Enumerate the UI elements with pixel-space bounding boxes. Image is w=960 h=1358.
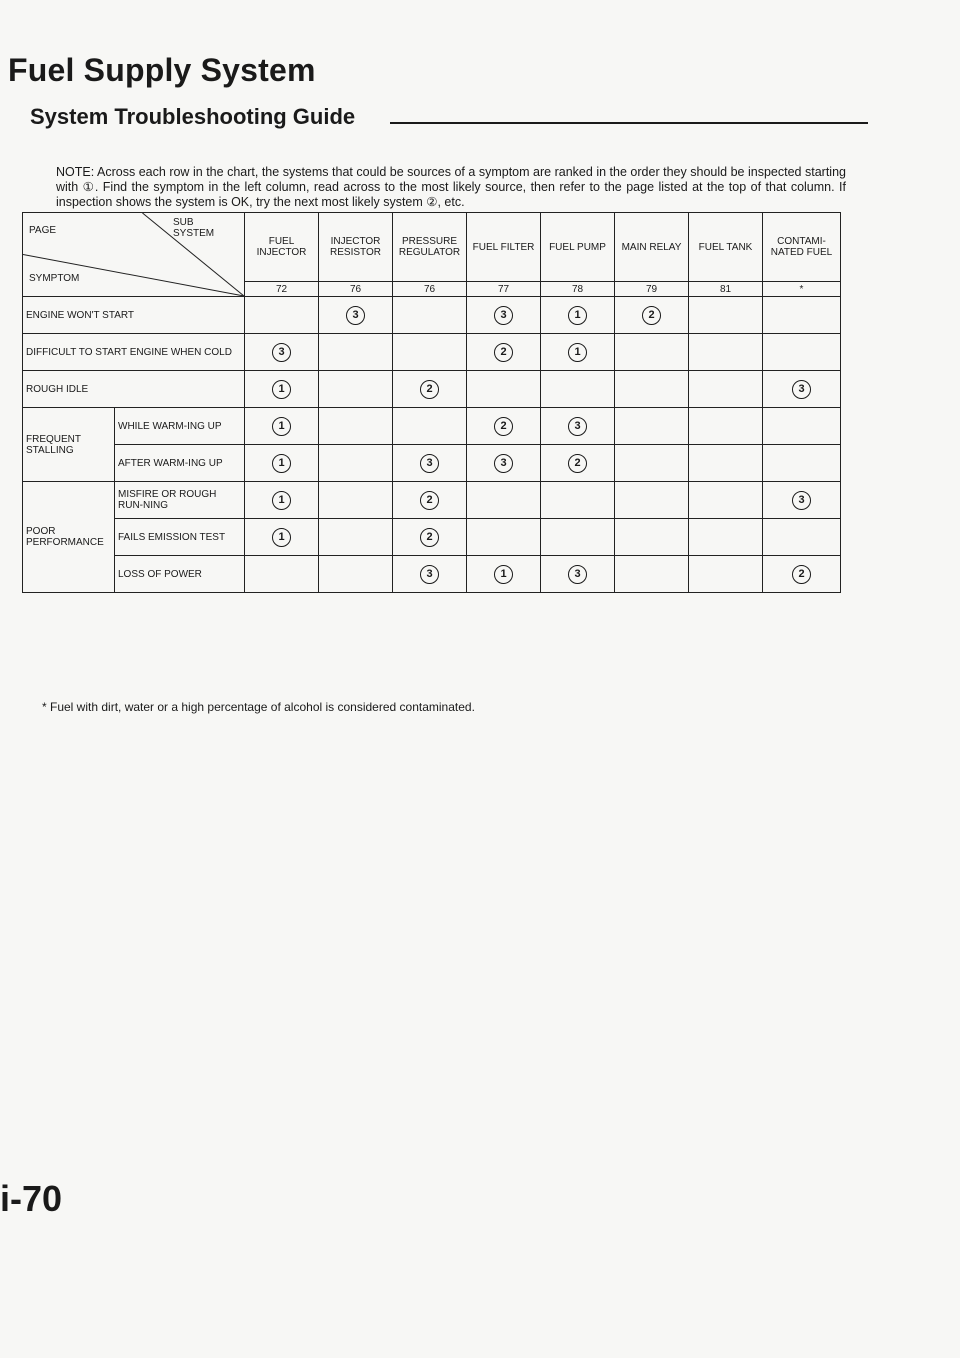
rank-badge: 1 xyxy=(568,306,587,325)
rank-cell xyxy=(393,408,467,445)
symptom-condition: LOSS OF POWER xyxy=(115,556,245,593)
column-page: 78 xyxy=(541,282,615,297)
rank-cell xyxy=(467,482,541,519)
rank-cell xyxy=(689,556,763,593)
rank-cell xyxy=(689,371,763,408)
rank-cell xyxy=(467,408,541,445)
symptom-condition: FAILS EMISSION TEST xyxy=(115,519,245,556)
symptom-condition: AFTER WARM-ING UP xyxy=(115,445,245,482)
rank-cell xyxy=(319,445,393,482)
rank-cell xyxy=(467,556,541,593)
rank-cell xyxy=(393,556,467,593)
section-title: System Troubleshooting Guide xyxy=(30,104,356,129)
column-page: 79 xyxy=(615,282,689,297)
column-page: 76 xyxy=(319,282,393,297)
rank-cell xyxy=(541,334,615,371)
rank-cell xyxy=(541,482,615,519)
rank-cell xyxy=(689,408,763,445)
column-header: CONTAMI-NATED FUEL xyxy=(763,213,841,282)
symptom-label: ROUGH IDLE xyxy=(23,371,245,408)
rank-cell xyxy=(319,408,393,445)
rank-cell xyxy=(689,334,763,371)
column-header: INJECTOR RESISTOR xyxy=(319,213,393,282)
rank-cell xyxy=(615,482,689,519)
troubleshooting-chart xyxy=(22,212,841,593)
column-header: FUEL TANK xyxy=(689,213,763,282)
symptom-group: POOR PERFORMANCE xyxy=(23,482,115,593)
rank-badge: 2 xyxy=(642,306,661,325)
rank-badge: 3 xyxy=(792,380,811,399)
rank-cell xyxy=(541,371,615,408)
rank-cell xyxy=(689,482,763,519)
rank-cell xyxy=(393,297,467,334)
rank-badge: 3 xyxy=(494,306,513,325)
rank-badge: 2 xyxy=(568,454,587,473)
rank-cell xyxy=(763,519,841,556)
rank-badge: 2 xyxy=(792,565,811,584)
column-header: MAIN RELAY xyxy=(615,213,689,282)
rank-cell xyxy=(467,334,541,371)
rank-cell xyxy=(245,482,319,519)
rank-badge: 3 xyxy=(420,565,439,584)
rank-badge: 3 xyxy=(792,491,811,510)
rank-cell xyxy=(763,408,841,445)
rank-cell xyxy=(245,556,319,593)
section-heading xyxy=(30,104,870,134)
page-label: PAGE xyxy=(29,225,57,236)
symptom-condition: WHILE WARM-ING UP xyxy=(115,408,245,445)
column-header: FUEL FILTER xyxy=(467,213,541,282)
rank-cell xyxy=(541,408,615,445)
symptom-condition: MISFIRE OR ROUGH RUN-NING xyxy=(115,482,245,519)
rank-cell xyxy=(467,297,541,334)
rank-badge: 1 xyxy=(272,380,291,399)
rank-cell xyxy=(615,297,689,334)
rank-cell xyxy=(467,445,541,482)
rank-cell xyxy=(615,556,689,593)
rank-badge: 3 xyxy=(568,417,587,436)
rank-badge: 2 xyxy=(420,528,439,547)
rank-cell xyxy=(319,371,393,408)
rank-cell xyxy=(393,482,467,519)
symptom-group: FREQUENT STALLING xyxy=(23,408,115,482)
rank-badge: 3 xyxy=(420,454,439,473)
rank-cell xyxy=(467,519,541,556)
rank-cell xyxy=(245,445,319,482)
rank-cell xyxy=(541,445,615,482)
rank-cell xyxy=(689,519,763,556)
table-row xyxy=(23,334,841,371)
rank-badge: 1 xyxy=(272,454,291,473)
rank-cell xyxy=(541,519,615,556)
rank-cell xyxy=(393,334,467,371)
table-row xyxy=(23,519,841,556)
rank-cell xyxy=(763,556,841,593)
column-header: FUEL PUMP xyxy=(541,213,615,282)
table-row xyxy=(23,408,841,445)
rank-badge: 2 xyxy=(494,343,513,362)
rank-cell xyxy=(763,445,841,482)
column-page: 81 xyxy=(689,282,763,297)
rank-badge: 1 xyxy=(272,528,291,547)
rank-cell xyxy=(245,408,319,445)
rank-badge: 1 xyxy=(494,565,513,584)
rank-badge: 3 xyxy=(272,343,291,362)
rank-cell xyxy=(319,297,393,334)
column-page: * xyxy=(763,282,841,297)
symptom-label: DIFFICULT TO START ENGINE WHEN COLD xyxy=(23,334,245,371)
symptom-label: ENGINE WON'T START xyxy=(23,297,245,334)
rank-badge: 1 xyxy=(272,417,291,436)
rank-cell xyxy=(763,334,841,371)
rank-cell xyxy=(245,334,319,371)
rank-cell xyxy=(393,519,467,556)
column-page: 72 xyxy=(245,282,319,297)
column-header: PRESSURE REGULATOR xyxy=(393,213,467,282)
rank-cell xyxy=(763,371,841,408)
table-row xyxy=(23,445,841,482)
rank-cell xyxy=(689,445,763,482)
rank-cell xyxy=(393,371,467,408)
chart-body xyxy=(23,297,841,593)
symptom-label: SYMPTOM xyxy=(29,273,80,284)
table-row xyxy=(23,556,841,593)
rank-cell xyxy=(689,297,763,334)
rank-cell xyxy=(319,334,393,371)
rank-cell xyxy=(541,556,615,593)
rank-cell xyxy=(615,371,689,408)
rank-cell xyxy=(615,408,689,445)
rank-badge: 2 xyxy=(420,491,439,510)
table-row xyxy=(23,371,841,408)
column-header: FUEL INJECTOR xyxy=(245,213,319,282)
rank-cell xyxy=(319,556,393,593)
rank-badge: 1 xyxy=(568,343,587,362)
rank-cell xyxy=(245,371,319,408)
rank-cell xyxy=(467,371,541,408)
rank-badge: 3 xyxy=(494,454,513,473)
header-corner xyxy=(23,213,245,297)
instruction-note: NOTE: Across each row in the chart, the systems that could be sources of a symptom are ranked in the order they should be inspected starting with ①. Find the symptom in the left column, read across to the most likely source, then refer to the page listed at the top of that column. If inspection shows the system is OK, try the next most likely system ②, etc. xyxy=(56,164,846,209)
rank-badge: 3 xyxy=(346,306,365,325)
footnote: * Fuel with dirt, water or a high percentage of alcohol is considered contaminated. xyxy=(42,700,475,714)
rank-cell xyxy=(541,297,615,334)
rank-badge: 2 xyxy=(420,380,439,399)
page-number: i-70 xyxy=(0,1178,63,1219)
rank-cell xyxy=(763,297,841,334)
rank-cell xyxy=(615,445,689,482)
rank-cell xyxy=(319,519,393,556)
rank-cell xyxy=(615,334,689,371)
rank-cell xyxy=(615,519,689,556)
column-page: 76 xyxy=(393,282,467,297)
column-page: 77 xyxy=(467,282,541,297)
table-row xyxy=(23,297,841,334)
subsystem-label: SUB SYSTEM xyxy=(173,217,215,239)
rank-cell xyxy=(245,297,319,334)
page-title: Fuel Supply System xyxy=(8,52,316,88)
table-row xyxy=(23,482,841,519)
rank-cell xyxy=(245,519,319,556)
rank-cell xyxy=(763,482,841,519)
rank-badge: 2 xyxy=(494,417,513,436)
rank-cell xyxy=(319,482,393,519)
rank-cell xyxy=(393,445,467,482)
heading-rule xyxy=(390,122,868,124)
rank-badge: 3 xyxy=(568,565,587,584)
rank-badge: 1 xyxy=(272,491,291,510)
